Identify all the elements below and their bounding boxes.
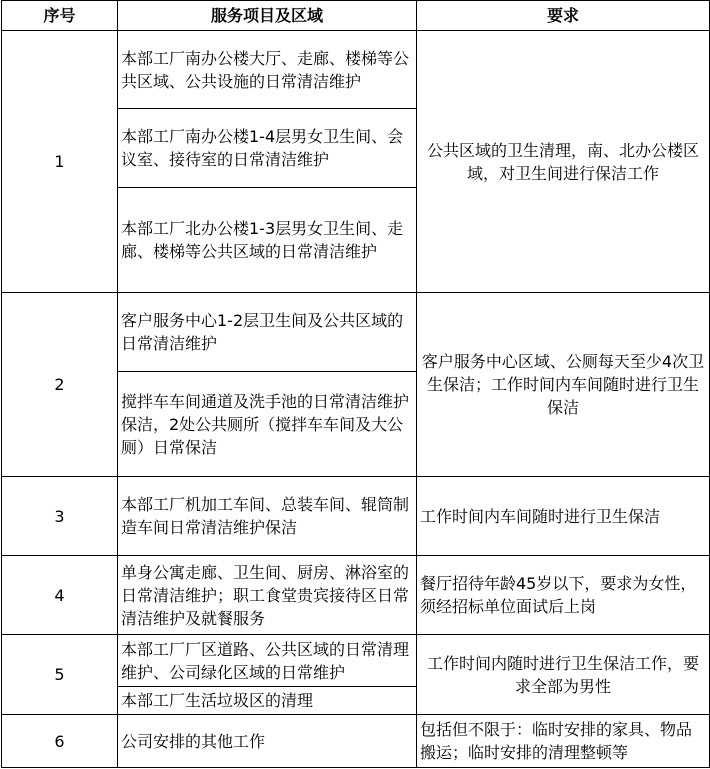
table-row <box>2 477 710 556</box>
service-table <box>1 0 710 768</box>
table-row <box>2 293 710 372</box>
table-row <box>2 556 710 635</box>
service-item: 本部工厂机加工车间、总装车间、辊筒制造车间日常清洁维护保洁 <box>118 477 417 556</box>
requirement-cell: 包括但不限于：临时安排的家具、物品搬运；临时安排的清理整顿等 <box>417 715 710 768</box>
row-number: 2 <box>2 293 118 477</box>
service-item: 本部工厂南办公楼大厅、走廊、楼梯等公共区域、公共设施的日常清洁维护 <box>118 31 417 109</box>
table-row <box>2 31 710 109</box>
service-item: 本部工厂生活垃圾区的清理 <box>118 687 417 715</box>
service-item: 客户服务中心1-2层卫生间及公共区域的日常清洁维护 <box>118 293 417 372</box>
row-number: 5 <box>2 635 118 715</box>
header-row <box>2 1 710 31</box>
service-item: 本部工厂厂区道路、公共区域的日常清理维护、公司绿化区域的日常维护 <box>118 635 417 687</box>
row-number: 4 <box>2 556 118 635</box>
requirement-cell: 餐厅招待年龄45岁以下，要求为女性，须经招标单位面试后上岗 <box>417 556 710 635</box>
service-item: 本部工厂北办公楼1-3层男女卫生间、走廊、楼梯等公共区域的日常清洁维护 <box>118 188 417 293</box>
service-item: 公司安排的其他工作 <box>118 715 417 768</box>
row-number: 3 <box>2 477 118 556</box>
requirement-cell: 工作时间内车间随时进行卫生保洁 <box>417 477 710 556</box>
requirement-cell: 工作时间内随时进行卫生保洁工作，要求全部为男性 <box>417 635 710 715</box>
row-number: 1 <box>2 31 118 293</box>
table-row <box>2 635 710 687</box>
service-item: 搅拌车车间通道及洗手池的日常清洁维护保洁，2处公共厕所（搅拌车车间及大公厕）日常保洁 <box>118 372 417 477</box>
header-number: 序号 <box>2 1 118 31</box>
row-number: 6 <box>2 715 118 768</box>
requirement-cell: 客户服务中心区域、公厕每天至少4次卫生保洁；工作时间内车间随时进行卫生保洁 <box>417 293 710 477</box>
service-item: 单身公寓走廊、卫生间、厨房、淋浴室的日常清洁维护；职工食堂贵宾接待区日常清洁维护及就餐服务 <box>118 556 417 635</box>
header-requirement: 要求 <box>417 1 710 31</box>
header-service-area: 服务项目及区域 <box>118 1 417 31</box>
requirement-cell: 公共区域的卫生清理，南、北办公楼区域，对卫生间进行保洁工作 <box>417 31 710 293</box>
service-item: 本部工厂南办公楼1-4层男女卫生间、会议室、接待室的日常清洁维护 <box>118 109 417 188</box>
table-row <box>2 715 710 768</box>
